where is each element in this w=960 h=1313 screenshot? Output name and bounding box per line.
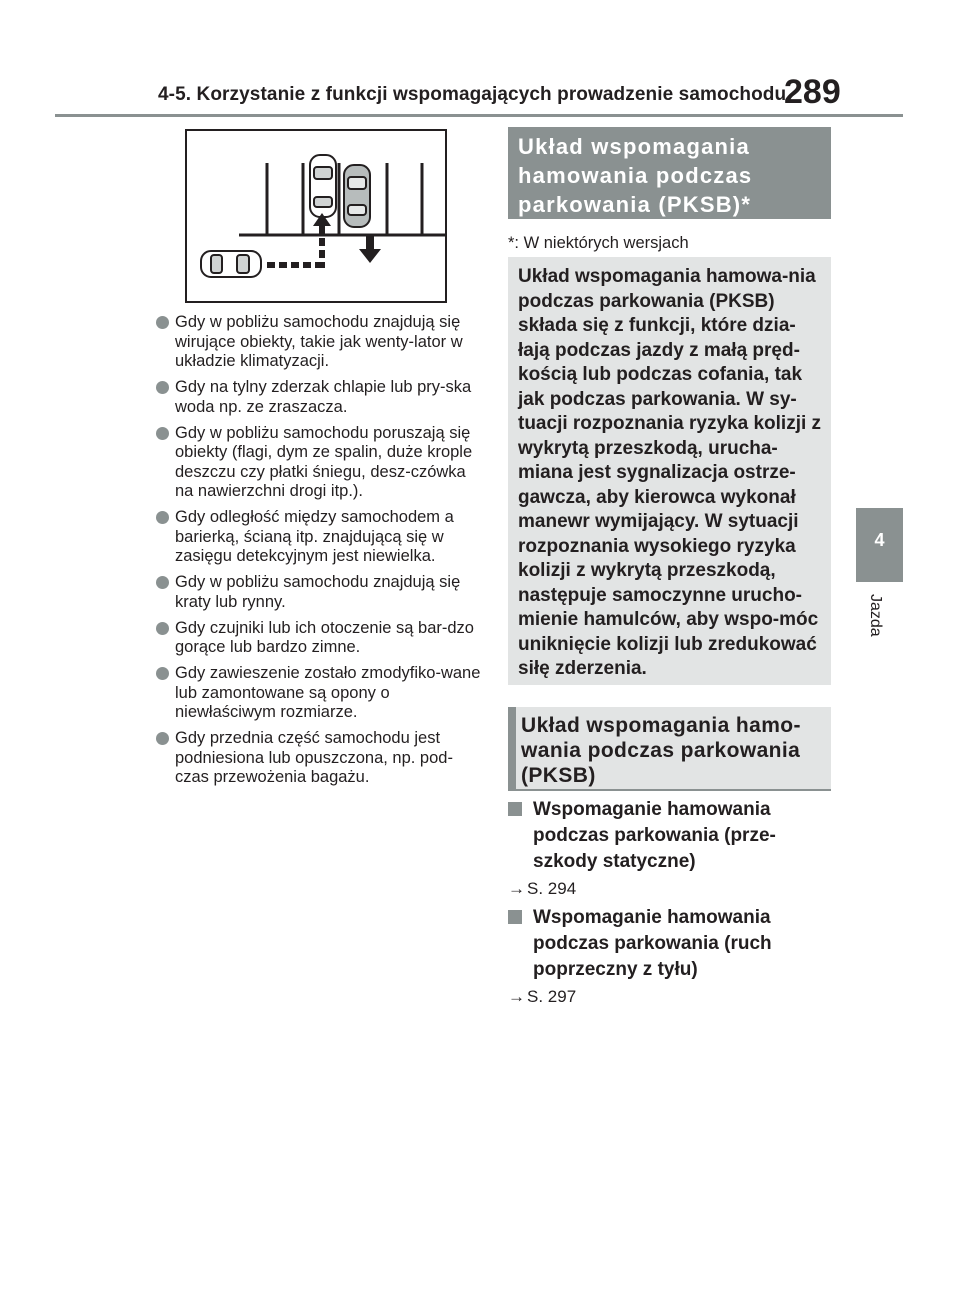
list-item-text: Gdy na tylny zderzak chlapie lub pry-ska woda np. ze zraszacza. [175, 378, 472, 416]
arrow-right-icon: → [508, 987, 525, 1006]
list-item-text: Gdy czujniki lub ich otoczenie są bar-dzo gorące lub bardzo zimne. [175, 618, 474, 656]
list-item [156, 508, 481, 567]
square-bullet-icon [508, 910, 522, 924]
page-reference-link[interactable] [508, 879, 576, 899]
page-reference-link[interactable] [508, 987, 576, 1007]
circle-bullet-icon [156, 732, 169, 745]
intro-text: Układ wspomagania hamowa-nia podczas parkowania (PKSB) składa się z funkcji, które dzia-łają podczas jazdy z małą pręd-kością lub podczas cofania, tak jak podczas parkowania. W sy-tuacji rozpoznania ryzyka kolizji z wykrytą przeszkodą, urucha-miana jest sygnalizacja ostrze-gawcza, aby kierowca wykonał manewr wymijający. W sytuacji rozpoznania wysokiego ryzyka kolizji z wykrytą przeszkodą, następuje samoczynne urucho-mienie hamulców, aby wspo-móc uniknięcie kolizji lub zredukować siłę zderzenia. [508, 257, 831, 685]
page-reference-text: S. 297 [527, 987, 577, 1006]
parking-lines [239, 163, 445, 235]
list-item-text: Gdy w pobliżu samochodu poruszają się obiekty (flagi, dym ze spalin, duże krople deszczu czy płatki śniegu, desz-czówka na nawierzchni drogi itp.). [175, 423, 473, 500]
circle-bullet-icon [156, 576, 169, 589]
subsection-heading: Układ wspomagania hamo-wania podczas parkowania (PKSB) [508, 707, 831, 791]
list-item [156, 573, 481, 612]
circle-bullet-icon [156, 316, 169, 329]
approaching-car-icon [201, 251, 261, 277]
list-item-text: Gdy w pobliżu samochodu znajdują się wirujące obiekty, takie jak wenty-lator w układzie klimatyzacji. [175, 313, 463, 370]
header-rule [55, 114, 903, 117]
subheading-text: Wspomaganie hamowania podczas parkowania (ruch poprzeczny z tyłu) [533, 907, 772, 980]
parking-illustration [185, 129, 447, 303]
section-heading: Układ wspomagania hamowania podczas parkowania (PKSB)* [508, 127, 831, 219]
circle-bullet-icon [156, 381, 169, 394]
square-bullet-icon [508, 802, 522, 816]
list-item [156, 378, 481, 417]
list-item-text: Gdy odległość między samochodem a barierką, ścianą itp. znajdującą się w zasięgu detekcyjnym jest niewielka. [175, 508, 454, 565]
circle-bullet-icon [156, 667, 169, 680]
list-item-text: Gdy w pobliżu samochodu znajdują się kraty lub rynny. [175, 573, 461, 611]
chapter-number: 4 [874, 530, 885, 550]
forward-car-icon [310, 155, 336, 217]
header-title: 4-5. Korzystanie z funkcji wspomagających prowadzenie samochodu [158, 84, 787, 105]
list-item-text: Gdy przednia część samochodu jest podniesiona lub opuszczona, np. pod-czas przewożenia bagażu. [175, 729, 453, 786]
circle-bullet-icon [156, 511, 169, 524]
circle-bullet-icon [156, 427, 169, 440]
list-item [156, 729, 481, 788]
chapter-tab[interactable] [856, 508, 903, 582]
forward-path-arrow [267, 213, 331, 268]
page-number: 289 [784, 73, 841, 111]
footnote: *: W niektórych wersjach [508, 234, 689, 252]
list-item [156, 664, 481, 723]
circle-bullet-icon [156, 622, 169, 635]
chapter-label: Jazda [867, 594, 884, 637]
list-item [156, 619, 481, 658]
list-item [156, 424, 481, 502]
condition-list [156, 313, 481, 794]
parking-diagram [187, 131, 445, 301]
list-item [156, 313, 481, 372]
arrow-right-icon: → [508, 879, 525, 898]
reverse-arrow [359, 235, 381, 263]
reversing-car-icon [344, 165, 370, 227]
list-item-text: Gdy zawieszenie zostało zmodyfiko-wane lub zamontowane są opony o niewłaściwym rozmiarze. [175, 664, 481, 721]
subheading-text: Wspomaganie hamowania podczas parkowania (prze-szkody statyczne) [533, 799, 776, 872]
page-reference-text: S. 294 [527, 879, 577, 898]
page-header [0, 0, 960, 118]
